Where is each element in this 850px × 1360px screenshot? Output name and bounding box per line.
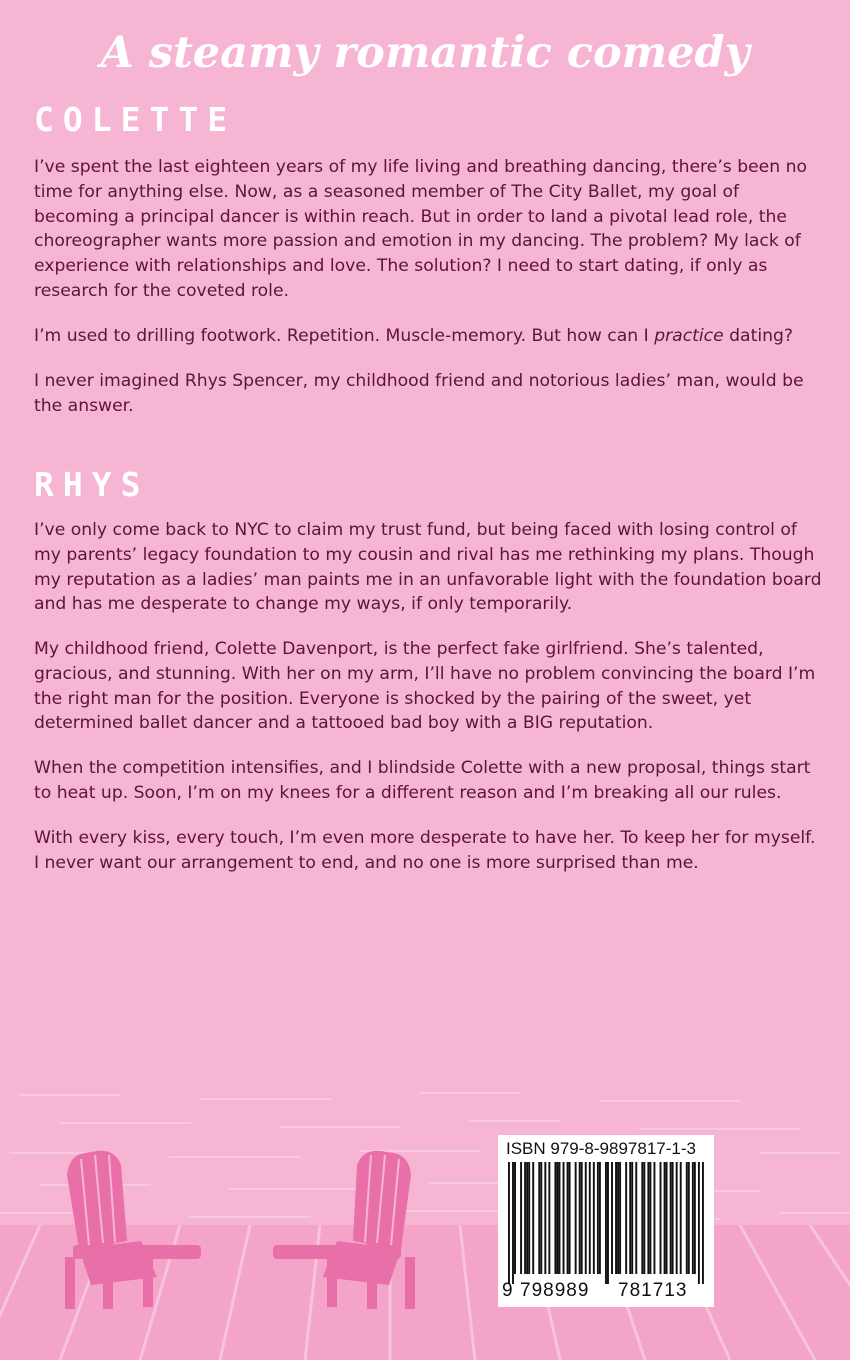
barcode-bar [567,1162,569,1274]
barcode-bar [611,1162,613,1274]
barcode-bar [524,1162,526,1274]
barcode-bar [593,1162,595,1274]
barcode-bar [670,1162,672,1274]
barcode-bar [556,1162,558,1274]
barcode-bar [605,1162,607,1284]
rhys-paragraph-4: With every kiss, every touch, I’m even more desperate to have her. To keep her for myself. I never want our arrangement to end, and no one is more surprised than me. [34,828,816,873]
colette-paragraph-2 [34,324,824,349]
barcode-bar [694,1162,696,1274]
adirondack-chair-left-icon [45,1145,215,1315]
barcode-bar [692,1162,694,1274]
colette-paragraph-2-end: dating? [723,326,794,346]
barcode-bar [676,1162,678,1274]
barcode-bar [660,1162,662,1274]
barcode-bar [540,1162,542,1274]
barcode-bar [680,1162,682,1274]
barcode-bar [528,1162,530,1274]
barcode-bar [635,1162,637,1274]
barcode-bar [599,1162,601,1274]
rhys-paragraph-3: When the competition intensifies, and I blindside Colette with a new proposal, things start to heat up. Soon, I’m on my knees for a different reason and I’m breaking all our rules. [34,758,811,803]
barcode-bar [554,1162,556,1274]
barcode-bar [664,1162,666,1274]
barcode-bar [532,1162,534,1274]
colette-paragraph-3: I never imagined Rhys Spencer, my childhood friend and notorious ladies’ man, would be the answer. [34,371,804,416]
barcode-bar [617,1162,619,1274]
colette-paragraph-1: I’ve spent the last eighteen years of my life living and breathing dancing, there’s been no time for anything else. Now, as a seasoned member of The City Ballet, my goal of becoming a principal dancer is within reach. But in order to land a pivotal lead role, the choreographer wants more passion and emotion in my dancing. The problem? My lack of experience with relationships and love. The solution? I need to start dating, if only as research for the coveted role. [34,157,808,301]
isbn-barcode [498,1135,714,1307]
adirondack-chair-right-icon [265,1145,435,1315]
barcode-bar [569,1162,571,1274]
barcode-bar [585,1162,587,1274]
barcode-bar [641,1162,643,1274]
barcode-bar [619,1162,621,1274]
barcode-bar [597,1162,599,1274]
barcode-bar [544,1162,546,1274]
rhys-paragraph-2: My childhood friend, Colette Davenport, is the perfect fake girlfriend. She’s talented, gracious, and stunning. With her on my arm, I’ll have no problem convincing the board I’m the right man for the position. Everyone is shocked by the pairing of the sweet, yet determined ballet dancer and a tattooed bad boy with a BIG reputation. [34,639,816,734]
barcode-digit-group-1: 798989 [520,1280,590,1301]
tagline: A steamy romantic comedy [100,28,750,78]
barcode-bar [520,1162,522,1274]
barcode-bar [538,1162,540,1274]
barcode-bar [666,1162,668,1274]
barcode-digit-first: 9 [502,1280,514,1301]
barcode-bar [672,1162,674,1274]
barcode-bar [698,1162,700,1284]
barcode-bar [686,1162,688,1274]
barcode-bar [563,1162,565,1274]
barcode-bar [615,1162,617,1274]
barcode-bar [702,1162,704,1284]
barcode-digit-group-2: 781713 [618,1280,688,1301]
barcode-bar [508,1162,510,1284]
barcode-bar [653,1162,655,1274]
barcode-bar [649,1162,651,1274]
colette-paragraph-2-italic: practice [654,326,724,346]
barcode-bar [512,1162,514,1284]
colette-heading: COLETTE [34,100,237,139]
barcode-bar [607,1162,609,1284]
barcode-bar [559,1162,561,1274]
barcode-bar [625,1162,627,1274]
barcode-bar [575,1162,577,1274]
barcode-bar [629,1162,631,1274]
rhys-heading: RHYS [34,465,150,504]
isbn-label: ISBN 979-8-9897817-1-3 [506,1139,696,1158]
barcode-bar [514,1162,516,1274]
barcode-bar [526,1162,528,1274]
barcode-bar [643,1162,645,1274]
colette-paragraph-2-start: I’m used to drilling footwork. Repetition. Muscle-memory. But how can I [34,326,655,346]
barcode-bars [508,1162,704,1284]
barcode-bar [579,1162,581,1274]
barcode-bar [631,1162,633,1274]
rhys-paragraph-1: I’ve only come back to NYC to claim my trust fund, but being faced with losing control of my parents’ legacy foundation to my cousin and rival has me rethinking my plans. Though my reputation as a ladies’ man paints me in an unfavorable light with the foundation board and has me desperate to change my ways, if only temporarily. [34,520,822,615]
barcode-bar [688,1162,690,1274]
barcode-bar [589,1162,591,1274]
barcode-bar [647,1162,649,1274]
barcode-bar [548,1162,550,1274]
barcode-bar [581,1162,583,1274]
